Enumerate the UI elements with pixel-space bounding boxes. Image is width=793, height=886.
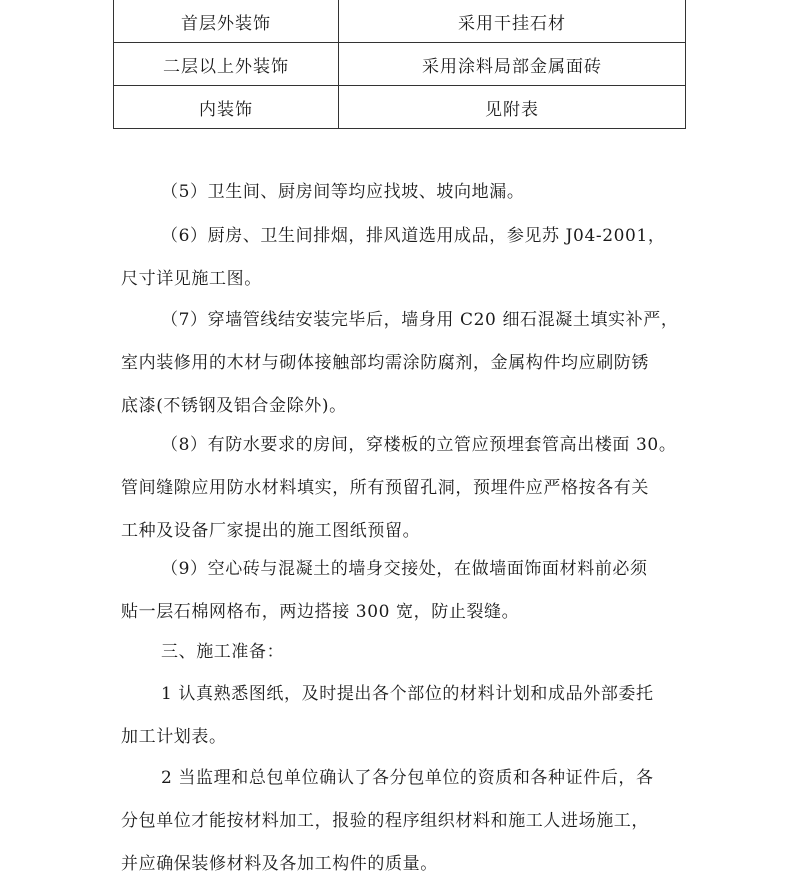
table-cell: 见附表 — [339, 86, 686, 129]
table-cell: 采用涂料局部金属面砖 — [339, 43, 686, 86]
table-cell: 首层外装饰 — [114, 0, 339, 43]
paragraph-item-8 — [121, 424, 681, 553]
table-row — [114, 43, 686, 86]
text-line: 1 认真熟悉图纸，及时提出各个部位的材料计划和成品外部委托 — [161, 684, 654, 704]
text-line: 尺寸详见施工图。 — [121, 269, 262, 289]
text-line: 分包单位才能按材料加工，报验的程序组织材料和施工人进场施工， — [121, 811, 649, 831]
text-line: 底漆(不锈钢及铝合金除外)。 — [121, 396, 347, 416]
table-cell: 二层以上外装饰 — [114, 43, 339, 86]
decoration-spec-table — [113, 0, 686, 129]
text-line: （8）有防水要求的房间，穿楼板的立管应预埋套管高出楼面 30。 — [161, 435, 677, 455]
table-cell: 采用干挂石材 — [339, 0, 686, 43]
table-row — [114, 86, 686, 129]
text-line: 加工计划表。 — [121, 727, 227, 747]
text-line: （9）空心砖与混凝土的墙身交接处，在做墙面饰面材料前必须 — [161, 559, 648, 579]
text-line: 并应确保装修材料及各加工构件的质量。 — [121, 854, 438, 874]
text-line: 贴一层石棉网格布，两边搭接 300 宽，防止裂缝。 — [121, 602, 520, 622]
text-line: 工种及设备厂家提出的施工图纸预留。 — [121, 521, 421, 541]
paragraph-item-6 — [121, 215, 681, 301]
table-row — [114, 0, 686, 43]
text-line: 三、施工准备： — [161, 642, 285, 662]
text-line: （6）厨房、卫生间排烟，排风道选用成品，参见苏 J04-2001， — [161, 226, 666, 246]
preparation-item-2 — [121, 757, 681, 886]
text-line: 室内装修用的木材与砌体接触部均需涂防腐剂，金属构件均应刷防锈 — [121, 353, 649, 373]
paragraph-item-9 — [121, 548, 681, 634]
text-line: 2 当监理和总包单位确认了各分包单位的资质和各种证件后，各 — [161, 768, 654, 788]
table-cell: 内装饰 — [114, 86, 339, 129]
paragraph-item-5 — [121, 171, 681, 214]
text-line: （5）卫生间、厨房间等均应找坡、坡向地漏。 — [161, 182, 525, 202]
preparation-item-1 — [121, 673, 681, 759]
text-line: 管间缝隙应用防水材料填实，所有预留孔洞，预埋件应严格按各有关 — [121, 478, 649, 498]
text-line: （7）穿墙管线结安装完毕后，墙身用 C20 细石混凝土填实补严， — [161, 310, 679, 330]
paragraph-item-7 — [121, 299, 681, 428]
section-heading — [121, 631, 681, 674]
